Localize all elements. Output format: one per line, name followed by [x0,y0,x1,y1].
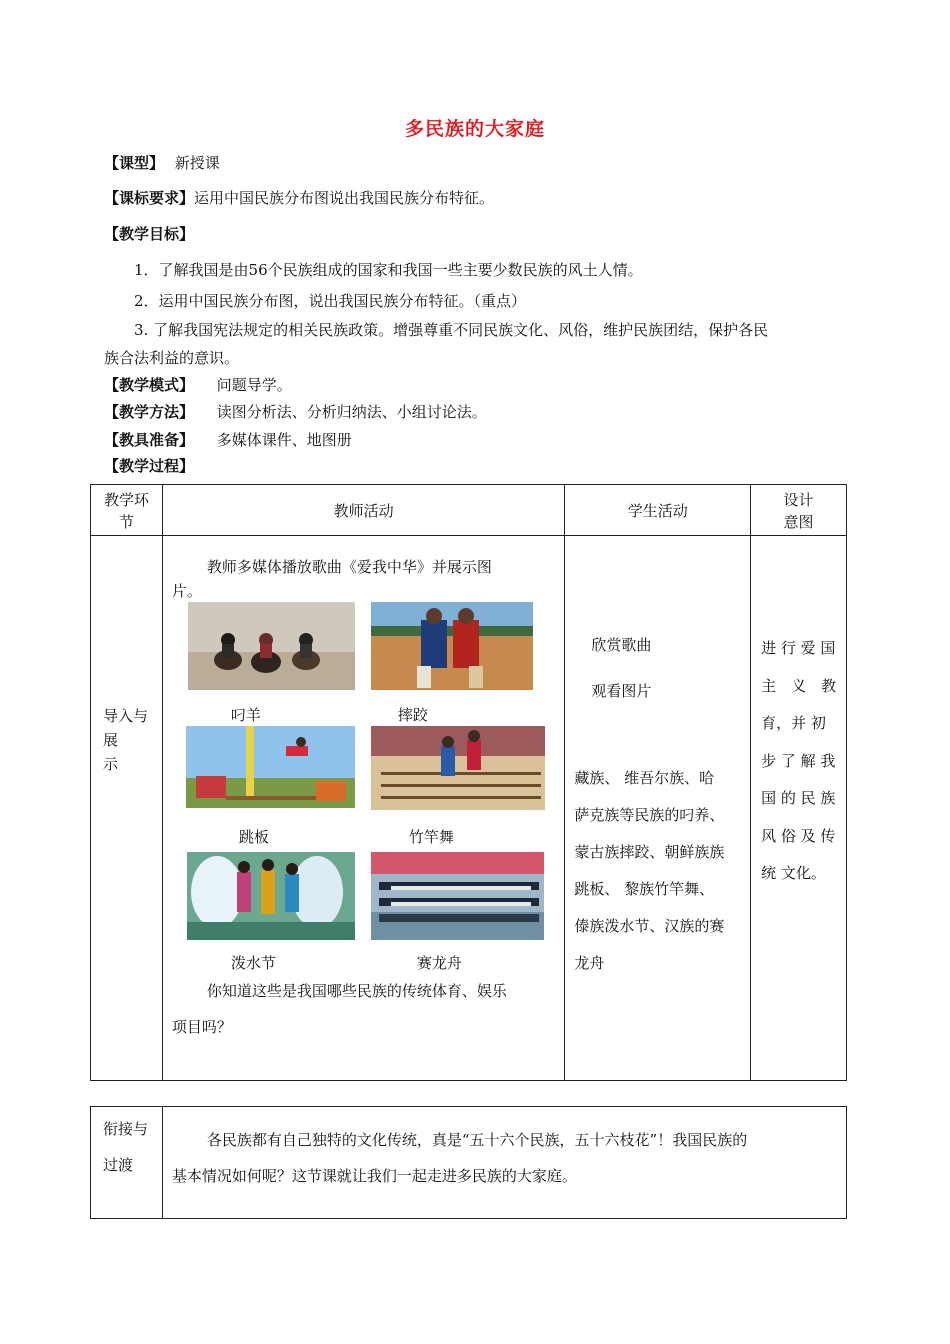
lesson-table [90,484,847,1081]
caption-wrestling: 摔跤 [397,706,428,724]
tools-value: 多媒体课件、地图册 [216,431,352,449]
student-activity-1: 欣赏歌曲 [591,636,652,654]
design-line: 进 行 爱 国 [761,639,836,657]
seesaw-photo [186,726,355,808]
teacher-intro-line2: 片。 [171,582,202,600]
goal-2: 2．运用中国民族分布图，说出我国民族分布特征。（重点） [134,292,527,310]
table-row [91,536,847,1081]
student-cell [565,536,751,1081]
header-design-line2: 意图 [783,513,814,531]
caption-seesaw: 跳板 [238,828,269,846]
caption-dragon-boat: 赛龙舟 [416,954,462,972]
mode-value: 问题导学。 [216,376,292,394]
standard-line [104,187,494,208]
transition-text-line1: 各民族都有自己独特的文化传统，真是“五十六个民族，五十六枝花”！我国民族的 [206,1131,748,1149]
design-line: 育，并 初 [761,714,826,732]
caption-water-festival: 泼水节 [230,954,276,972]
table-row [91,1107,847,1219]
header-design-line1: 设计 [783,491,814,509]
teacher-question-line1: 你知道这些是我国哪些民族的传统体育、娱乐 [206,982,507,1000]
process-line [104,455,194,476]
stage-line3: 示 [103,755,119,773]
method-value: 读图分析法、分析归纳法、小组讨论法。 [216,403,487,421]
course-type-line [104,152,220,173]
course-type-value: 新授课 [174,154,220,172]
transition-stage-line2: 过渡 [103,1156,134,1174]
mode-label: 【教学模式】 [104,376,195,394]
transition-stage-cell [91,1107,163,1219]
diaoyang-photo [188,602,355,690]
student-answer-line: 跳板、 黎族竹竿舞、 [574,880,715,898]
header-teacher: 教师活动 [162,485,564,536]
design-line: 主 义 教 [761,676,837,695]
dragon-boat-photo [371,852,544,940]
tools-label: 【教具准备】 [104,431,195,449]
caption-bamboo-dance: 竹竿舞 [408,828,454,846]
student-answer-line: 龙舟 [574,954,605,972]
student-answer-line: 傣族泼水节、汉族的赛 [574,917,725,935]
standard-value: 运用中国民族分布图说出我国民族分布特征。 [194,189,495,207]
student-activity-2: 观看图片 [591,682,652,700]
transition-table [90,1106,847,1219]
teacher-cell [162,536,564,1081]
header-stage-line2: 节 [118,513,134,531]
caption-diaoyang: 叼羊 [230,706,261,724]
transition-text-line2: 基本情况如何呢？这节课就让我们一起走进多民族的大家庭。 [171,1167,577,1185]
design-line: 统 文化。 [761,864,826,882]
student-answer-line: 蒙古族摔跤、朝鲜族族 [574,843,725,861]
design-cell [751,536,847,1081]
student-answer-line: 萨克族等民族的叼养、 [574,806,725,824]
mode-line [104,374,292,395]
tools-line [104,429,352,450]
transition-text-cell [162,1107,846,1219]
goal-3-line-2: 族合法利益的意识。 [104,349,240,367]
design-line: 风 俗 及 传 [761,826,836,845]
stage-cell [91,536,163,1081]
stage-line1: 导入与 [103,707,149,725]
table-header-row [91,485,847,536]
standard-label: 【课标要求】 [104,189,195,207]
goal-3-line-1: 3. 了解我国宪法规定的相关民族政策。增强尊重不同民族文化、风俗，维护民族团结，保护各民 [134,321,769,339]
goals-label-line [104,223,194,244]
method-line [104,401,487,422]
header-student: 学生活动 [565,485,751,536]
student-answer [574,760,724,982]
bamboo-dance-photo [371,726,545,810]
teacher-question-line2: 项目吗？ [171,1018,232,1036]
student-answer-line: 藏族、 维吾尔族、哈 [574,769,715,787]
header-stage-line1: 教学环 [103,491,149,509]
design-intent [761,630,836,893]
wrestling-photo [371,602,533,690]
water-festival-photo [187,852,355,940]
goal-1: 1．了解我国是由56个民族组成的国家和我国一些主要少数民族的风土人情。 [134,261,643,279]
design-line: 国 的 民 族 [761,789,836,807]
method-label: 【教学方法】 [104,403,195,421]
header-stage [91,485,163,536]
page-title: 多民族的大家庭 [404,118,545,140]
course-type-label: 【课型】 [104,154,165,172]
design-line: 步 了 解 我 [761,751,836,770]
process-label: 【教学过程】 [104,457,195,475]
teacher-intro-line1: 教师多媒体播放歌曲《爱我中华》并展示图 [206,558,492,576]
stage-line2: 展 [103,731,119,749]
goals-label: 【教学目标】 [104,225,195,243]
header-design [751,485,847,536]
transition-stage-line1: 衔接与 [103,1120,149,1138]
